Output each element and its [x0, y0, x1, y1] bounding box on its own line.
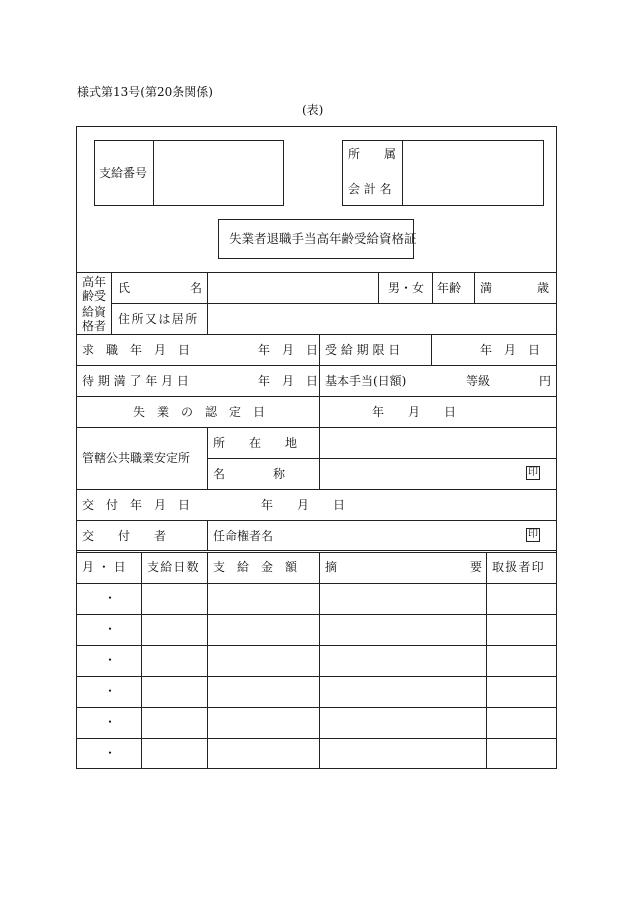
ledger-row-dot: ・ [104, 653, 117, 667]
appointer-name-label: 任命権者名 [213, 529, 274, 543]
ledger-header-date: 月 ・ 日 [82, 560, 126, 574]
person-group-label-2: 齢受 [82, 289, 107, 303]
benefit-deadline-value[interactable]: 年 月 日 [480, 343, 541, 357]
benefit-deadline-label: 受 給 期 限 日 [325, 343, 401, 357]
basic-allowance-label: 基本手当(日額) [325, 374, 407, 388]
name-label-b: 名 [190, 281, 203, 295]
ledger-header-days: 支給日数 [147, 560, 200, 574]
ledger-header-handler-seal: 取扱者印 [492, 560, 545, 574]
issuer-seal-mark: 印 [528, 529, 538, 540]
job-seek-date-value[interactable]: 年 月 日 [258, 343, 319, 357]
payment-number-label: 支給番号 [99, 166, 148, 180]
issue-date-label: 交 付 年 月 日 [82, 498, 191, 512]
ledger-header-summary-a: 摘 [325, 560, 338, 574]
age-unit-label: 歳 [537, 281, 550, 295]
ledger-header-amount: 支 給 金 額 [213, 560, 298, 574]
person-group-label-1: 高年 [82, 275, 107, 289]
issue-date-value[interactable]: 年 月 日 [261, 498, 346, 512]
ledger-row-dot: ・ [104, 684, 117, 698]
age-full-label: 満 [480, 281, 493, 295]
grade-label: 等級 [466, 374, 491, 388]
waiting-end-date-value[interactable]: 年 月 日 [258, 374, 319, 388]
job-seek-date-label: 求 職 年 月 日 [82, 343, 191, 357]
address-label: 住所又は居所 [118, 312, 199, 326]
ledger-row-dot: ・ [104, 715, 117, 729]
gender-field[interactable]: 男・女 [388, 281, 425, 295]
employment-office-label: 管轄公共職業安定所 [82, 451, 191, 465]
affiliation-label: 所 属 [348, 147, 397, 161]
form-number: 様式第13号(第20条関係) [77, 85, 213, 99]
unemployment-cert-date-label: 失 業 の 認 定 日 [133, 405, 266, 419]
waiting-end-date-label: 待 期 満 了 年 月 日 [82, 374, 189, 388]
yen-label: 円 [539, 374, 552, 388]
office-seal-mark: 印 [528, 467, 538, 478]
ledger-header-summary-b: 要 [470, 560, 483, 574]
person-group-label-3: 給資 [82, 305, 107, 319]
ledger-row-dot: ・ [104, 591, 117, 605]
issuer-label: 交 付 者 [82, 529, 167, 543]
certificate-title: 失業者退職手当高年齢受給資格証 [229, 231, 417, 246]
office-name-label: 名 称 [213, 467, 286, 481]
age-label: 年齢 [437, 281, 462, 295]
person-group-label-4: 格者 [82, 319, 107, 333]
form-side-label: (表) [302, 103, 324, 117]
ledger-row-dot: ・ [104, 746, 117, 760]
accountant-label: 会 計 名 [348, 182, 392, 196]
name-label-a: 氏 [118, 281, 131, 295]
ledger-row-dot: ・ [104, 622, 117, 636]
unemployment-cert-date-value[interactable]: 年 月 日 [372, 405, 457, 419]
office-location-label: 所 在 地 [213, 436, 298, 450]
